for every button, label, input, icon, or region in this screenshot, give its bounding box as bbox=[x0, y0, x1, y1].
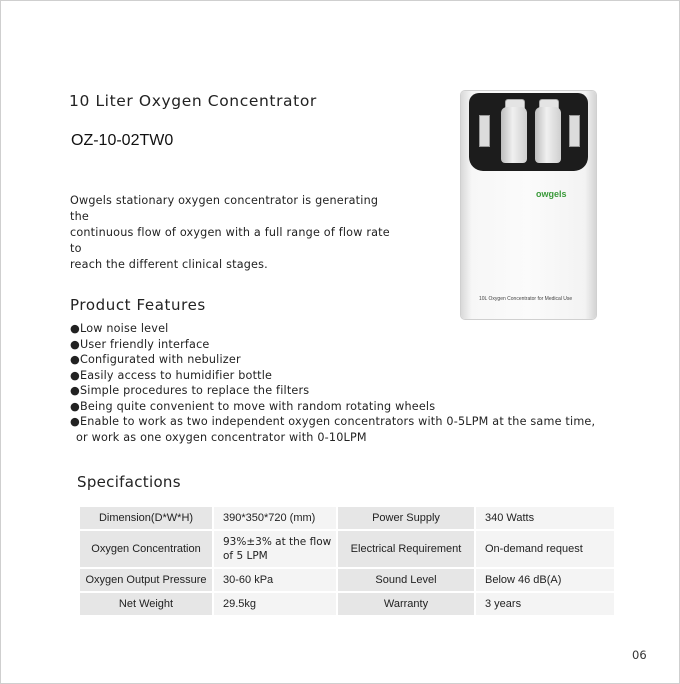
spec-value: 30-60 kPa bbox=[214, 569, 336, 591]
table-row bbox=[80, 569, 614, 591]
spec-value: 340 Watts bbox=[476, 507, 614, 529]
humidifier-bottle-left-icon bbox=[501, 107, 527, 163]
features-heading: Product Features bbox=[70, 296, 206, 314]
feature-item: ●Easily access to humidifier bottle bbox=[70, 368, 273, 382]
spec-label: Dimension(D*W*H) bbox=[80, 507, 212, 529]
page-title: 10 Liter Oxygen Concentrator bbox=[69, 92, 317, 110]
spec-label: Oxygen Concentration bbox=[80, 531, 212, 567]
spec-label: Oxygen Output Pressure bbox=[80, 569, 212, 591]
flowmeter-left-icon bbox=[479, 115, 490, 147]
intro-paragraph bbox=[70, 193, 400, 273]
spec-label: Sound Level bbox=[338, 569, 474, 591]
spec-value-line: 93%±3% at the flow bbox=[223, 536, 332, 548]
specs-heading: Specifactions bbox=[77, 473, 181, 491]
table-row bbox=[80, 507, 614, 529]
spec-value: On-demand request bbox=[476, 531, 614, 567]
spec-value bbox=[214, 531, 336, 567]
page-number: 06 bbox=[632, 648, 647, 662]
spec-value: 390*350*720 (mm) bbox=[214, 507, 336, 529]
specs-table bbox=[80, 505, 614, 617]
feature-item: ●Simple procedures to replace the filters bbox=[70, 384, 310, 397]
spec-label: Electrical Requirement bbox=[338, 531, 474, 567]
feature-item: ●User friendly interface bbox=[70, 337, 210, 351]
device-caption: 10L Oxygen Concentrator for Medical Use bbox=[479, 296, 573, 302]
feature-item-continuation: or work as one oxygen concentrator with 0-10LPM bbox=[76, 430, 367, 444]
spec-value: Below 46 dB(A) bbox=[476, 569, 614, 591]
feature-item: ●Low noise level bbox=[70, 322, 169, 335]
flowmeter-right-icon bbox=[569, 115, 580, 147]
product-image bbox=[461, 91, 596, 319]
device-top-panel bbox=[469, 93, 588, 171]
spec-value-line: of 5 LPM bbox=[223, 550, 268, 562]
spec-value: 29.5kg bbox=[214, 593, 336, 615]
table-row bbox=[80, 593, 614, 615]
feature-item: ●Being quite convenient to move with random rotating wheels bbox=[70, 399, 436, 413]
feature-item: ●Configurated with nebulizer bbox=[70, 353, 241, 366]
intro-line: continuous flow of oxygen with a full range of flow rate to bbox=[70, 226, 390, 255]
spec-label: Net Weight bbox=[80, 593, 212, 615]
spec-label: Power Supply bbox=[338, 507, 474, 529]
spec-value: 3 years bbox=[476, 593, 614, 615]
intro-line: Owgels stationary oxygen concentrator is generating the bbox=[70, 194, 379, 223]
feature-item: ●Enable to work as two independent oxygen concentrators with 0-5LPM at the same time, bbox=[70, 415, 596, 428]
device-brand-logo: owgels bbox=[536, 189, 567, 199]
humidifier-bottle-right-icon bbox=[535, 107, 561, 163]
intro-line: reach the different clinical stages. bbox=[70, 258, 268, 271]
model-number: OZ-10-02TW0 bbox=[71, 132, 174, 149]
spec-label: Warranty bbox=[338, 593, 474, 615]
features-list bbox=[70, 321, 595, 445]
table-row bbox=[80, 531, 614, 567]
